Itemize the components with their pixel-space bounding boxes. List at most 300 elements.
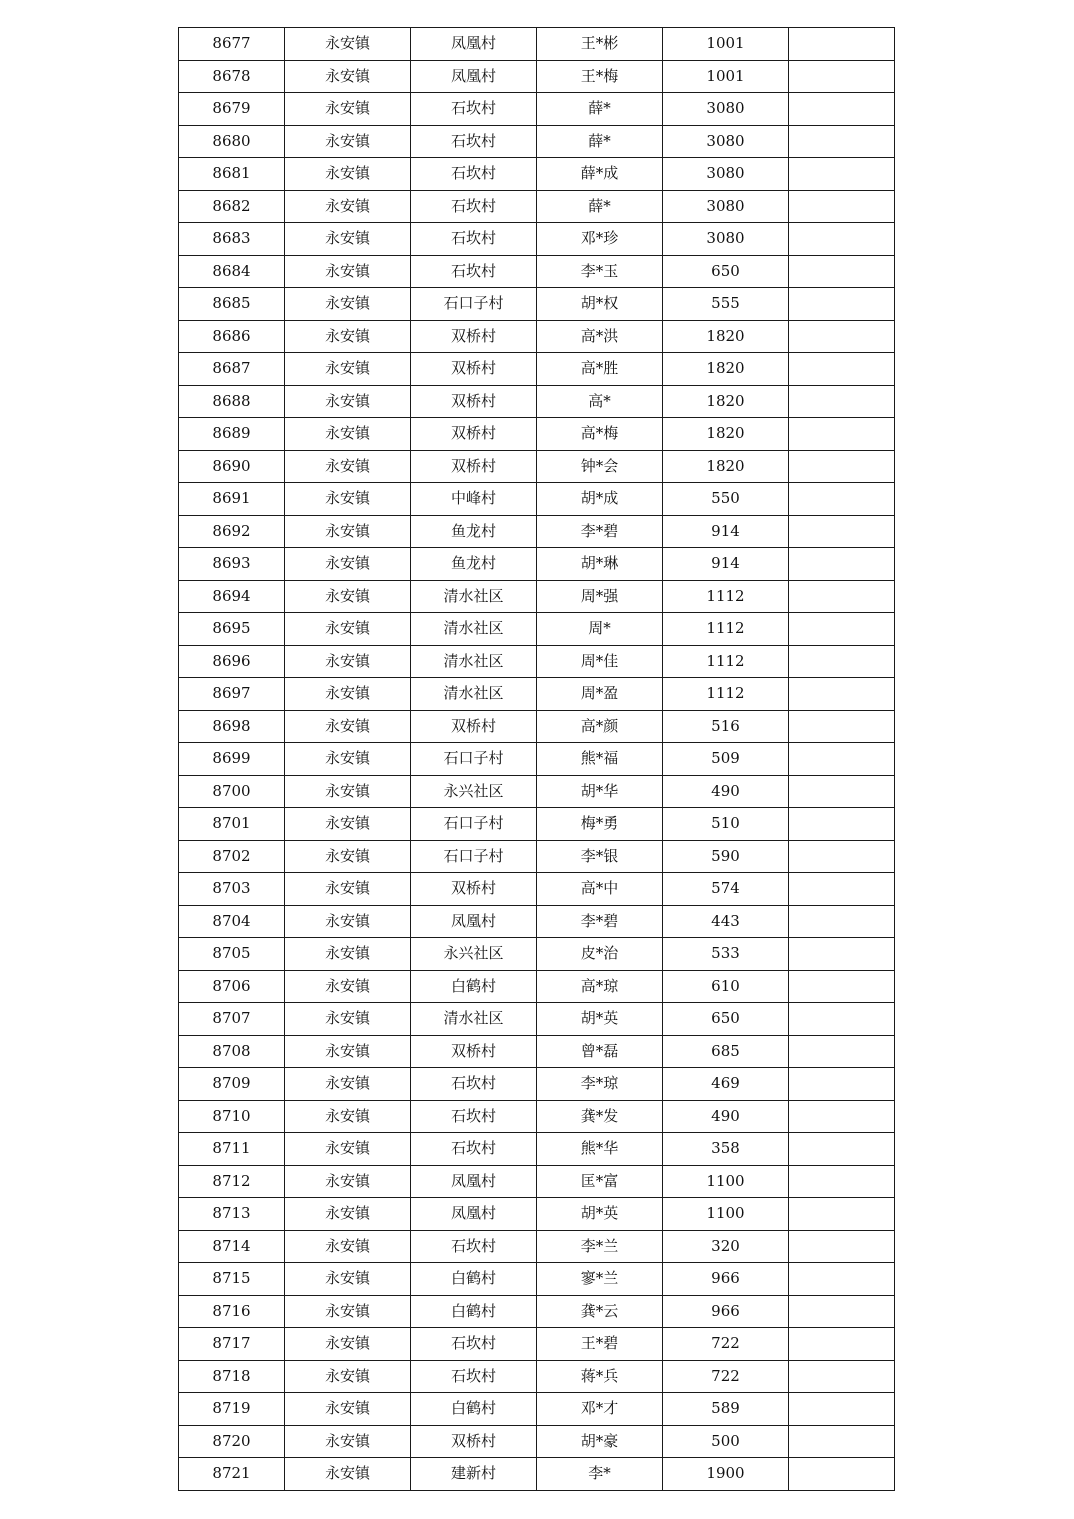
table-row	[179, 1393, 895, 1426]
village-cell: 石坎村	[411, 93, 537, 126]
amount-cell: 610	[663, 970, 789, 1003]
name-cell: 薛*	[537, 93, 663, 126]
serial-number-cell: 8679	[179, 93, 285, 126]
name-cell: 周*强	[537, 580, 663, 613]
remark-cell	[789, 125, 895, 158]
town-cell: 永安镇	[285, 1003, 411, 1036]
remark-cell	[789, 1295, 895, 1328]
table-row	[179, 1198, 895, 1231]
remark-cell	[789, 808, 895, 841]
name-cell: 高*中	[537, 873, 663, 906]
name-cell: 周*盈	[537, 678, 663, 711]
name-cell: 胡*华	[537, 775, 663, 808]
remark-cell	[789, 873, 895, 906]
town-cell: 永安镇	[285, 60, 411, 93]
remark-cell	[789, 970, 895, 1003]
name-cell: 胡*豪	[537, 1425, 663, 1458]
serial-number-cell: 8691	[179, 483, 285, 516]
town-cell: 永安镇	[285, 1133, 411, 1166]
table-row	[179, 93, 895, 126]
village-cell: 石口子村	[411, 840, 537, 873]
table-row	[179, 1003, 895, 1036]
serial-number-cell: 8687	[179, 353, 285, 386]
amount-cell: 722	[663, 1328, 789, 1361]
town-cell: 永安镇	[285, 190, 411, 223]
village-cell: 清水社区	[411, 645, 537, 678]
name-cell: 李*玉	[537, 255, 663, 288]
amount-cell: 358	[663, 1133, 789, 1166]
village-cell: 白鹤村	[411, 1295, 537, 1328]
amount-cell: 914	[663, 548, 789, 581]
remark-cell	[789, 1133, 895, 1166]
amount-cell: 509	[663, 743, 789, 776]
serial-number-cell: 8704	[179, 905, 285, 938]
name-cell: 胡*权	[537, 288, 663, 321]
serial-number-cell: 8709	[179, 1068, 285, 1101]
name-cell: 龚*发	[537, 1100, 663, 1133]
remark-cell	[789, 548, 895, 581]
remark-cell	[789, 1263, 895, 1296]
name-cell: 胡*琳	[537, 548, 663, 581]
table-row	[179, 808, 895, 841]
name-cell: 李*琼	[537, 1068, 663, 1101]
serial-number-cell: 8712	[179, 1165, 285, 1198]
town-cell: 永安镇	[285, 645, 411, 678]
amount-cell: 650	[663, 1003, 789, 1036]
town-cell: 永安镇	[285, 613, 411, 646]
amount-cell: 722	[663, 1360, 789, 1393]
amount-cell: 3080	[663, 190, 789, 223]
table-row	[179, 743, 895, 776]
town-cell: 永安镇	[285, 1165, 411, 1198]
name-cell: 高*颜	[537, 710, 663, 743]
amount-cell: 320	[663, 1230, 789, 1263]
amount-cell: 685	[663, 1035, 789, 1068]
village-cell: 鱼龙村	[411, 548, 537, 581]
town-cell: 永安镇	[285, 158, 411, 191]
table-row	[179, 775, 895, 808]
amount-cell: 3080	[663, 223, 789, 256]
remark-cell	[789, 1360, 895, 1393]
town-cell: 永安镇	[285, 970, 411, 1003]
table-row	[179, 645, 895, 678]
name-cell: 李*银	[537, 840, 663, 873]
name-cell: 胡*英	[537, 1003, 663, 1036]
remark-cell	[789, 905, 895, 938]
serial-number-cell: 8685	[179, 288, 285, 321]
town-cell: 永安镇	[285, 483, 411, 516]
village-cell: 清水社区	[411, 1003, 537, 1036]
serial-number-cell: 8705	[179, 938, 285, 971]
serial-number-cell: 8699	[179, 743, 285, 776]
table-row	[179, 223, 895, 256]
remark-cell	[789, 1458, 895, 1491]
remark-cell	[789, 353, 895, 386]
remark-cell	[789, 1393, 895, 1426]
remark-cell	[789, 1328, 895, 1361]
village-cell: 中峰村	[411, 483, 537, 516]
amount-cell: 966	[663, 1295, 789, 1328]
serial-number-cell: 8708	[179, 1035, 285, 1068]
remark-cell	[789, 678, 895, 711]
village-cell: 石坎村	[411, 1328, 537, 1361]
name-cell: 胡*成	[537, 483, 663, 516]
amount-cell: 1112	[663, 613, 789, 646]
serial-number-cell: 8694	[179, 580, 285, 613]
remark-cell	[789, 1003, 895, 1036]
remark-cell	[789, 1035, 895, 1068]
remark-cell	[789, 223, 895, 256]
serial-number-cell: 8690	[179, 450, 285, 483]
table-row	[179, 515, 895, 548]
amount-cell: 914	[663, 515, 789, 548]
amount-cell: 590	[663, 840, 789, 873]
table-row	[179, 1328, 895, 1361]
town-cell: 永安镇	[285, 255, 411, 288]
serial-number-cell: 8689	[179, 418, 285, 451]
serial-number-cell: 8693	[179, 548, 285, 581]
amount-cell: 1900	[663, 1458, 789, 1491]
village-cell: 白鹤村	[411, 970, 537, 1003]
town-cell: 永安镇	[285, 938, 411, 971]
name-cell: 高*胜	[537, 353, 663, 386]
town-cell: 永安镇	[285, 1458, 411, 1491]
town-cell: 永安镇	[285, 450, 411, 483]
serial-number-cell: 8702	[179, 840, 285, 873]
table-row	[179, 1035, 895, 1068]
village-cell: 石口子村	[411, 743, 537, 776]
amount-cell: 500	[663, 1425, 789, 1458]
amount-cell: 1112	[663, 580, 789, 613]
name-cell: 高*	[537, 385, 663, 418]
serial-number-cell: 8707	[179, 1003, 285, 1036]
name-cell: 高*洪	[537, 320, 663, 353]
name-cell: 钟*会	[537, 450, 663, 483]
town-cell: 永安镇	[285, 515, 411, 548]
village-cell: 双桥村	[411, 385, 537, 418]
serial-number-cell: 8697	[179, 678, 285, 711]
village-cell: 石坎村	[411, 255, 537, 288]
village-cell: 石坎村	[411, 1068, 537, 1101]
town-cell: 永安镇	[285, 1230, 411, 1263]
village-cell: 双桥村	[411, 710, 537, 743]
village-cell: 石坎村	[411, 1133, 537, 1166]
name-cell: 周*	[537, 613, 663, 646]
table-row	[179, 905, 895, 938]
remark-cell	[789, 1100, 895, 1133]
table-row	[179, 548, 895, 581]
name-cell: 周*佳	[537, 645, 663, 678]
town-cell: 永安镇	[285, 743, 411, 776]
name-cell: 匡*富	[537, 1165, 663, 1198]
town-cell: 永安镇	[285, 808, 411, 841]
amount-cell: 533	[663, 938, 789, 971]
remark-cell	[789, 158, 895, 191]
town-cell: 永安镇	[285, 1035, 411, 1068]
table-row	[179, 418, 895, 451]
table-row	[179, 678, 895, 711]
remark-cell	[789, 515, 895, 548]
table-row	[179, 255, 895, 288]
amount-cell: 1100	[663, 1198, 789, 1231]
town-cell: 永安镇	[285, 775, 411, 808]
village-cell: 凤凰村	[411, 28, 537, 61]
amount-cell: 510	[663, 808, 789, 841]
remark-cell	[789, 450, 895, 483]
serial-number-cell: 8720	[179, 1425, 285, 1458]
serial-number-cell: 8713	[179, 1198, 285, 1231]
town-cell: 永安镇	[285, 1295, 411, 1328]
town-cell: 永安镇	[285, 1360, 411, 1393]
table-row	[179, 1100, 895, 1133]
remark-cell	[789, 288, 895, 321]
village-cell: 建新村	[411, 1458, 537, 1491]
name-cell: 薛*成	[537, 158, 663, 191]
remark-cell	[789, 710, 895, 743]
amount-cell: 469	[663, 1068, 789, 1101]
table-row	[179, 483, 895, 516]
serial-number-cell: 8695	[179, 613, 285, 646]
amount-cell: 443	[663, 905, 789, 938]
village-cell: 白鹤村	[411, 1393, 537, 1426]
amount-cell: 1100	[663, 1165, 789, 1198]
table-row	[179, 1230, 895, 1263]
town-cell: 永安镇	[285, 873, 411, 906]
remark-cell	[789, 1198, 895, 1231]
serial-number-cell: 8682	[179, 190, 285, 223]
serial-number-cell: 8701	[179, 808, 285, 841]
town-cell: 永安镇	[285, 288, 411, 321]
roster-table	[178, 27, 895, 1491]
remark-cell	[789, 28, 895, 61]
amount-cell: 3080	[663, 158, 789, 191]
table-row	[179, 125, 895, 158]
village-cell: 双桥村	[411, 418, 537, 451]
serial-number-cell: 8711	[179, 1133, 285, 1166]
town-cell: 永安镇	[285, 1393, 411, 1426]
serial-number-cell: 8714	[179, 1230, 285, 1263]
amount-cell: 550	[663, 483, 789, 516]
amount-cell: 1112	[663, 645, 789, 678]
table-row	[179, 288, 895, 321]
village-cell: 石坎村	[411, 158, 537, 191]
serial-number-cell: 8710	[179, 1100, 285, 1133]
village-cell: 清水社区	[411, 580, 537, 613]
table-row	[179, 320, 895, 353]
serial-number-cell: 8681	[179, 158, 285, 191]
village-cell: 凤凰村	[411, 1198, 537, 1231]
remark-cell	[789, 1230, 895, 1263]
table-row	[179, 353, 895, 386]
serial-number-cell: 8698	[179, 710, 285, 743]
amount-cell: 1820	[663, 320, 789, 353]
remark-cell	[789, 190, 895, 223]
amount-cell: 555	[663, 288, 789, 321]
table-row	[179, 938, 895, 971]
amount-cell: 1001	[663, 28, 789, 61]
village-cell: 清水社区	[411, 678, 537, 711]
amount-cell: 1820	[663, 418, 789, 451]
amount-cell: 1001	[663, 60, 789, 93]
name-cell: 李*	[537, 1458, 663, 1491]
name-cell: 薛*	[537, 190, 663, 223]
serial-number-cell: 8684	[179, 255, 285, 288]
name-cell: 龚*云	[537, 1295, 663, 1328]
village-cell: 清水社区	[411, 613, 537, 646]
village-cell: 石口子村	[411, 808, 537, 841]
table-row	[179, 710, 895, 743]
village-cell: 双桥村	[411, 1425, 537, 1458]
serial-number-cell: 8680	[179, 125, 285, 158]
serial-number-cell: 8696	[179, 645, 285, 678]
name-cell: 王*梅	[537, 60, 663, 93]
town-cell: 永安镇	[285, 1425, 411, 1458]
serial-number-cell: 8692	[179, 515, 285, 548]
name-cell: 皮*治	[537, 938, 663, 971]
table-row	[179, 1133, 895, 1166]
village-cell: 石坎村	[411, 1230, 537, 1263]
table-row	[179, 1425, 895, 1458]
name-cell: 高*梅	[537, 418, 663, 451]
table-row	[179, 1458, 895, 1491]
table-row	[179, 450, 895, 483]
village-cell: 石坎村	[411, 223, 537, 256]
amount-cell: 966	[663, 1263, 789, 1296]
remark-cell	[789, 385, 895, 418]
serial-number-cell: 8703	[179, 873, 285, 906]
table-row	[179, 1360, 895, 1393]
amount-cell: 3080	[663, 93, 789, 126]
remark-cell	[789, 938, 895, 971]
amount-cell: 574	[663, 873, 789, 906]
remark-cell	[789, 1068, 895, 1101]
village-cell: 双桥村	[411, 873, 537, 906]
remark-cell	[789, 483, 895, 516]
table-row	[179, 28, 895, 61]
village-cell: 双桥村	[411, 450, 537, 483]
table-row	[179, 580, 895, 613]
serial-number-cell: 8688	[179, 385, 285, 418]
town-cell: 永安镇	[285, 1100, 411, 1133]
name-cell: 梅*勇	[537, 808, 663, 841]
remark-cell	[789, 580, 895, 613]
name-cell: 蒋*兵	[537, 1360, 663, 1393]
name-cell: 李*兰	[537, 1230, 663, 1263]
table-row	[179, 1165, 895, 1198]
town-cell: 永安镇	[285, 385, 411, 418]
table-row	[179, 840, 895, 873]
amount-cell: 1820	[663, 353, 789, 386]
name-cell: 李*碧	[537, 905, 663, 938]
serial-number-cell: 8721	[179, 1458, 285, 1491]
remark-cell	[789, 60, 895, 93]
village-cell: 凤凰村	[411, 905, 537, 938]
village-cell: 石坎村	[411, 1360, 537, 1393]
remark-cell	[789, 93, 895, 126]
town-cell: 永安镇	[285, 125, 411, 158]
village-cell: 石坎村	[411, 190, 537, 223]
amount-cell: 1820	[663, 385, 789, 418]
town-cell: 永安镇	[285, 353, 411, 386]
village-cell: 凤凰村	[411, 1165, 537, 1198]
village-cell: 永兴社区	[411, 775, 537, 808]
town-cell: 永安镇	[285, 905, 411, 938]
serial-number-cell: 8717	[179, 1328, 285, 1361]
town-cell: 永安镇	[285, 1068, 411, 1101]
amount-cell: 516	[663, 710, 789, 743]
remark-cell	[789, 418, 895, 451]
town-cell: 永安镇	[285, 840, 411, 873]
table-row	[179, 1068, 895, 1101]
town-cell: 永安镇	[285, 320, 411, 353]
serial-number-cell: 8716	[179, 1295, 285, 1328]
town-cell: 永安镇	[285, 678, 411, 711]
name-cell: 曾*磊	[537, 1035, 663, 1068]
serial-number-cell: 8719	[179, 1393, 285, 1426]
table-row	[179, 970, 895, 1003]
amount-cell: 1820	[663, 450, 789, 483]
village-cell: 永兴社区	[411, 938, 537, 971]
remark-cell	[789, 840, 895, 873]
serial-number-cell: 8677	[179, 28, 285, 61]
remark-cell	[789, 743, 895, 776]
remark-cell	[789, 255, 895, 288]
serial-number-cell: 8683	[179, 223, 285, 256]
town-cell: 永安镇	[285, 1328, 411, 1361]
village-cell: 白鹤村	[411, 1263, 537, 1296]
village-cell: 鱼龙村	[411, 515, 537, 548]
amount-cell: 650	[663, 255, 789, 288]
amount-cell: 589	[663, 1393, 789, 1426]
remark-cell	[789, 645, 895, 678]
village-cell: 石坎村	[411, 1100, 537, 1133]
town-cell: 永安镇	[285, 28, 411, 61]
amount-cell: 490	[663, 1100, 789, 1133]
town-cell: 永安镇	[285, 548, 411, 581]
remark-cell	[789, 1165, 895, 1198]
table-row	[179, 613, 895, 646]
name-cell: 薛*	[537, 125, 663, 158]
name-cell: 邓*才	[537, 1393, 663, 1426]
village-cell: 石坎村	[411, 125, 537, 158]
village-cell: 双桥村	[411, 320, 537, 353]
serial-number-cell: 8686	[179, 320, 285, 353]
town-cell: 永安镇	[285, 580, 411, 613]
town-cell: 永安镇	[285, 93, 411, 126]
serial-number-cell: 8715	[179, 1263, 285, 1296]
remark-cell	[789, 613, 895, 646]
town-cell: 永安镇	[285, 418, 411, 451]
name-cell: 高*琼	[537, 970, 663, 1003]
name-cell: 王*彬	[537, 28, 663, 61]
name-cell: 熊*华	[537, 1133, 663, 1166]
serial-number-cell: 8718	[179, 1360, 285, 1393]
village-cell: 双桥村	[411, 353, 537, 386]
remark-cell	[789, 320, 895, 353]
table-row	[179, 158, 895, 191]
table-row	[179, 385, 895, 418]
town-cell: 永安镇	[285, 710, 411, 743]
village-cell: 双桥村	[411, 1035, 537, 1068]
table-row	[179, 1263, 895, 1296]
name-cell: 邓*珍	[537, 223, 663, 256]
serial-number-cell: 8700	[179, 775, 285, 808]
amount-cell: 3080	[663, 125, 789, 158]
serial-number-cell: 8706	[179, 970, 285, 1003]
table-row	[179, 60, 895, 93]
table-row	[179, 190, 895, 223]
table-row	[179, 1295, 895, 1328]
